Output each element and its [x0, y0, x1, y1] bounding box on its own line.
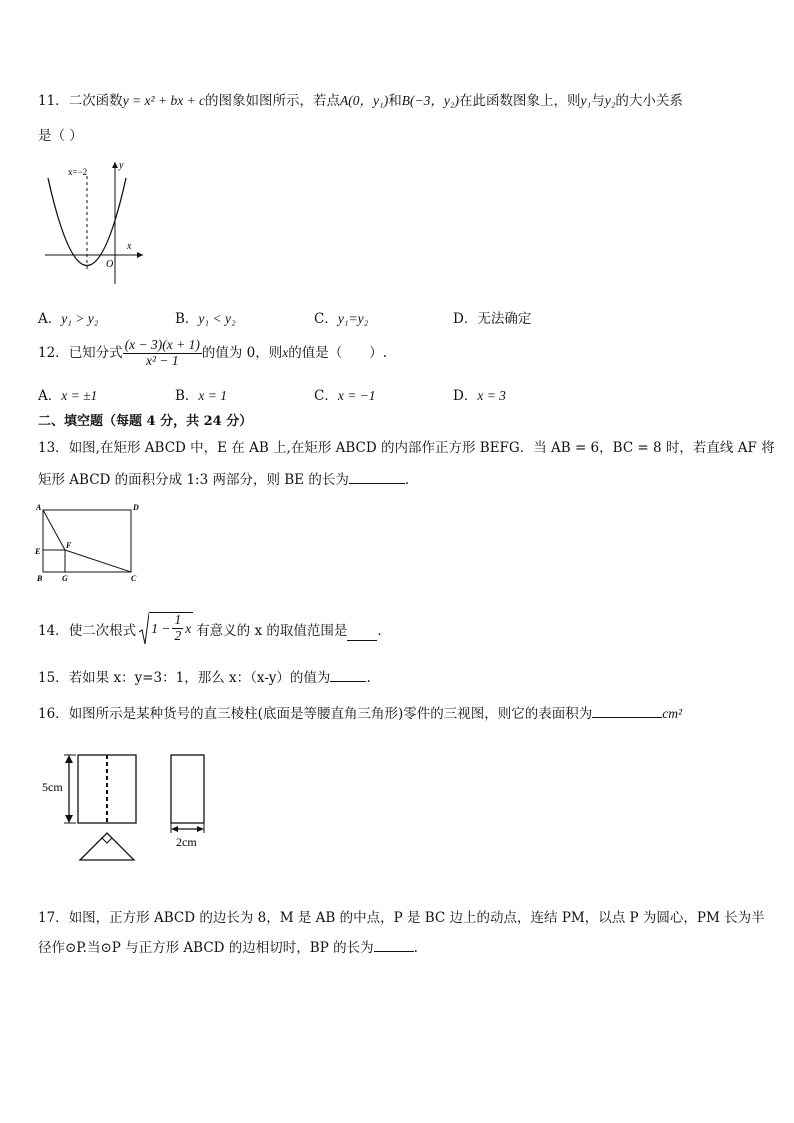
q16-three-view-figure: [40, 738, 220, 870]
arrow-right-icon: [197, 826, 204, 832]
q12-line: [38, 338, 387, 369]
answer-blank[interactable]: [347, 628, 377, 641]
q14-pre: 使二次根式: [68, 623, 137, 639]
q15-number: 15．: [38, 670, 69, 686]
radicand-pre: 1 −: [151, 620, 171, 636]
q11-text-b: 的图象如图所示，若点: [205, 93, 341, 109]
origin-label: O: [106, 259, 114, 270]
option-letter: C．: [314, 388, 338, 404]
radicand: [149, 612, 193, 644]
q11-formula: y = x² + bx + c: [122, 93, 206, 108]
q14-number: 14．: [38, 623, 69, 639]
arrow-up-icon: [65, 755, 73, 763]
q11-option-c[interactable]: [314, 307, 368, 327]
option-text: x = 3: [477, 388, 506, 403]
q13-text-1: 如图,在矩形 ABCD 中，E 在 AB 上,在矩形 ABCD 的内部作正方形 BEFG．当 AB = 6，BC = 8 时，若直线 AF 将: [68, 440, 775, 456]
symmetry-label: x=−2: [68, 167, 88, 177]
q14-frac-num: 1: [174, 612, 182, 628]
q11-point-b: B(−3，y₂): [401, 93, 460, 108]
answer-blank[interactable]: [330, 669, 366, 682]
q11-option-b[interactable]: [175, 307, 236, 327]
q13-number: 13．: [38, 440, 69, 456]
option-letter: D．: [453, 311, 478, 327]
option-text: y₁ > y₂: [61, 311, 99, 326]
q17-line1: [38, 906, 765, 926]
q17-line2: [38, 936, 418, 956]
q12-pre: 已知分式: [68, 344, 123, 361]
q13-line2: [38, 468, 409, 488]
q17-number: 17．: [38, 910, 69, 926]
q14-end: ．: [377, 623, 391, 639]
segment-fc: [65, 550, 131, 572]
option-text: x = 1: [198, 388, 228, 403]
answer-blank[interactable]: [374, 939, 414, 952]
q11-parabola-figure: [40, 158, 146, 288]
option-text: 无法确定: [477, 311, 532, 327]
q14-line: [38, 612, 391, 646]
q14-frac-den: 2: [174, 628, 182, 643]
q12-option-a[interactable]: [38, 384, 97, 404]
q11-line1: [38, 89, 683, 109]
q12-numerator: (x − 3)(x + 1): [124, 337, 200, 352]
answer-blank[interactable]: [349, 471, 405, 484]
q11-text-d: 的大小关系: [615, 93, 683, 109]
q11-option-a[interactable]: [38, 307, 98, 327]
height-label: 5cm: [42, 780, 63, 794]
arrow-left-icon: [171, 826, 178, 832]
option-text: x = ±1: [61, 388, 98, 403]
q12-post-a: 的值为 0，则: [201, 344, 283, 361]
label-g: G: [62, 574, 68, 583]
q15-text: 若如果 x：y=3：1，那么 x：（x-y）的值为: [68, 670, 331, 686]
label-c: C: [131, 574, 137, 583]
q13-line1: [38, 436, 775, 456]
option-letter: D．: [453, 388, 478, 404]
label-d: D: [133, 503, 139, 512]
q13-end: .: [404, 472, 410, 488]
q11-text-c: 在此函数图象上，则: [459, 93, 581, 109]
radicand-post: x: [185, 620, 192, 636]
q15-end: .: [366, 670, 371, 686]
q12-number: 12．: [38, 344, 69, 361]
q12-var: x: [282, 344, 289, 360]
q11-text-a: 二次函数: [68, 93, 123, 109]
parabola-curve: [48, 178, 126, 266]
q11-with: 与: [591, 93, 605, 109]
q17-text-1: 如图，正方形 ABCD 的边长为 8，M 是 AB 的中点，P 是 BC 边上的动点，连结 PM，以点 P 为圆心，PM 长为半: [68, 910, 765, 926]
q12-denominator: x² − 1: [145, 352, 179, 368]
q11-and: 和: [388, 93, 402, 109]
q16-line: [38, 702, 682, 722]
q16-number: 16．: [38, 706, 69, 722]
top-view-triangle: [80, 833, 134, 860]
q12-post-b: 的值是（ ）.: [288, 344, 388, 361]
y-axis-label: y: [119, 160, 124, 171]
q15-line: [38, 666, 371, 686]
radical-sign-icon: [139, 612, 149, 646]
section-heading: 二、填空题（每题 4 分，共 24 分）: [38, 414, 253, 429]
q14-radical: [139, 612, 193, 646]
option-text: x = −1: [337, 388, 376, 403]
q12-fraction: [123, 338, 202, 369]
option-letter: A．: [38, 388, 62, 404]
q11-point-a: A(0，y₁): [340, 93, 389, 108]
q11-y2: y₂: [604, 93, 616, 108]
option-letter: A．: [38, 311, 62, 327]
q12-option-b[interactable]: [175, 384, 227, 404]
q11-line2: 是（ ）: [38, 128, 83, 144]
right-angle-mark: [102, 838, 112, 843]
q11-y1: y₁: [580, 93, 592, 108]
x-axis-label: x: [127, 241, 132, 252]
option-text: y₁ < y₂: [198, 311, 236, 326]
q12-option-c[interactable]: [314, 384, 376, 404]
y-axis-arrow-icon: [112, 162, 118, 168]
q17-end: .: [413, 940, 418, 956]
rect-abcd: [43, 510, 131, 572]
q16-unit: cm²: [662, 706, 683, 721]
option-letter: C．: [314, 311, 338, 327]
option-letter: B．: [175, 311, 199, 327]
segment-af: [43, 510, 65, 550]
answer-blank[interactable]: [592, 705, 662, 718]
q16-text: 如图所示是某种货号的直三棱柱(底面是等腰直角三角形)零件的三视图，则它的表面积为: [68, 706, 593, 722]
q13-rectangle-figure: [34, 502, 144, 584]
square-befg: [43, 550, 65, 572]
q14-fraction: [172, 613, 183, 644]
label-b: B: [37, 574, 43, 583]
label-a: A: [36, 503, 42, 512]
option-letter: B．: [175, 388, 199, 404]
q11-option-d[interactable]: [453, 307, 531, 327]
label-e: E: [35, 547, 41, 556]
x-axis-arrow-icon: [137, 252, 143, 258]
q13-text-2: 矩形 ABCD 的面积分成 1:3 两部分，则 BE 的长为: [38, 472, 349, 488]
arrow-down-icon: [65, 815, 73, 823]
width-label: 2cm: [176, 835, 197, 849]
q17-text-2: 径作⊙P.当⊙P 与正方形 ABCD 的边相切时，BP 的长为: [38, 940, 374, 956]
label-f: F: [66, 541, 72, 550]
q14-post: 有意义的 x 的取值范围是: [196, 623, 348, 639]
option-text: y₁=y₂: [337, 311, 369, 326]
q12-option-d[interactable]: [453, 384, 506, 404]
side-view: [171, 755, 204, 823]
q11-number: 11．: [38, 93, 69, 109]
